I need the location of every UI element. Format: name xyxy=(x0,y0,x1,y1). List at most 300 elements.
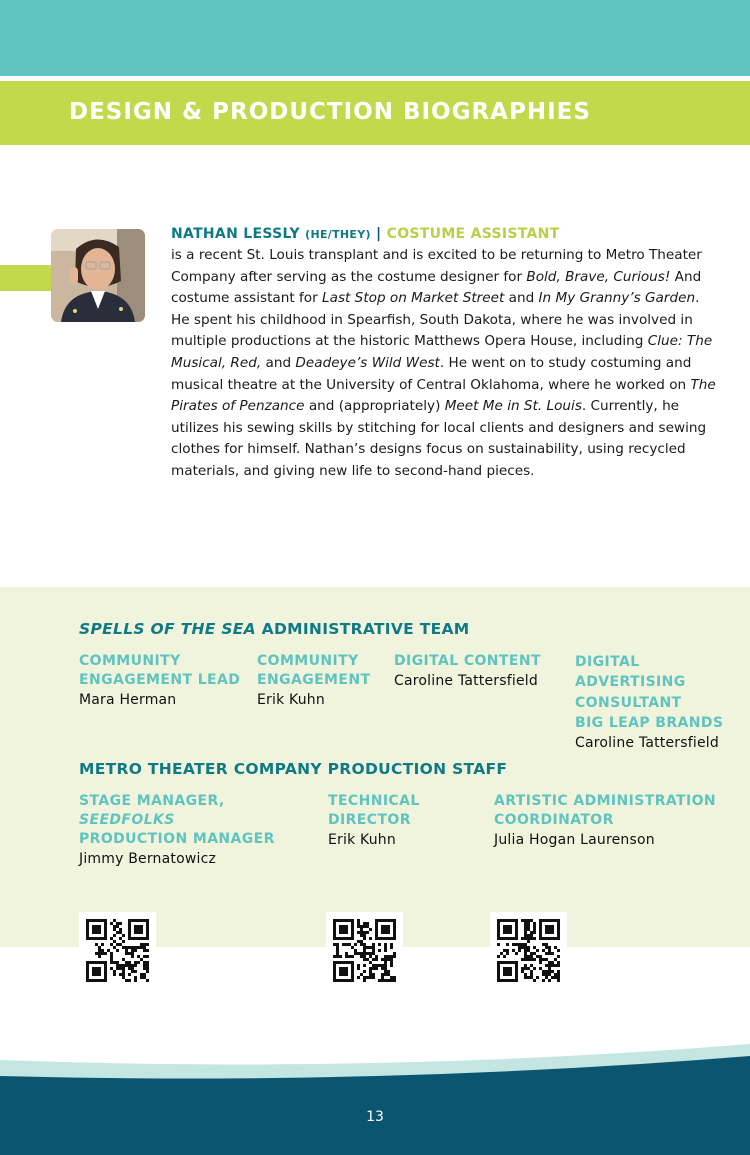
qr-module xyxy=(533,952,536,955)
qr-module xyxy=(387,979,390,982)
qr-module xyxy=(369,976,372,979)
qr-module xyxy=(530,973,533,976)
qr-module xyxy=(122,940,125,943)
qr-module xyxy=(533,937,536,940)
qr-module xyxy=(527,934,530,937)
qr-module xyxy=(116,931,119,934)
qr-module xyxy=(104,952,107,955)
qr-module xyxy=(548,952,551,955)
qr-module xyxy=(524,952,527,955)
staff-member-technical-director xyxy=(328,792,420,851)
bio-text-part: and xyxy=(261,354,296,371)
qr-module xyxy=(497,955,500,958)
qr-module xyxy=(122,970,125,973)
qr-module xyxy=(113,946,116,949)
qr-module xyxy=(387,958,390,961)
bio-heading xyxy=(171,224,716,245)
qr-module xyxy=(539,961,542,964)
qr-module xyxy=(357,925,360,928)
qr-module xyxy=(527,919,530,922)
qr-module xyxy=(125,946,128,949)
title-band xyxy=(0,81,750,145)
bio-title-italic: Meet Me in St. Louis xyxy=(444,398,582,415)
qr-module xyxy=(503,949,506,952)
qr-module xyxy=(119,928,122,931)
qr-module xyxy=(554,973,557,976)
qr-module xyxy=(140,958,143,961)
bio-text-part: . He went on to study costuming and musical theatre at the University of Central Oklahoma, where he worked on xyxy=(171,354,692,393)
qr-module xyxy=(110,955,113,958)
qr-module xyxy=(119,937,122,940)
role-label: PRODUCTION MANAGER xyxy=(79,831,275,847)
qr-module xyxy=(384,973,387,976)
bio-text-part: and xyxy=(504,290,539,307)
qr-module xyxy=(545,964,548,967)
qr-module xyxy=(134,976,137,979)
role-label: DIRECTOR xyxy=(328,812,411,828)
qr-module xyxy=(521,943,524,946)
admin-member-community-engagement-lead xyxy=(79,652,240,711)
qr-module xyxy=(557,979,560,982)
qr-module xyxy=(390,961,393,964)
qr-module xyxy=(557,970,560,973)
qr-module xyxy=(524,931,527,934)
qr-module xyxy=(542,970,545,973)
qr-module xyxy=(512,943,515,946)
qr-module xyxy=(363,925,366,928)
qr-module xyxy=(539,967,542,970)
qr-module xyxy=(521,919,524,922)
qr-module xyxy=(339,925,348,934)
qr-module xyxy=(137,955,140,958)
qr-module xyxy=(363,952,366,955)
qr-module xyxy=(518,946,521,949)
qr-module xyxy=(119,973,122,976)
qr-module xyxy=(548,967,551,970)
qr-module xyxy=(128,964,131,967)
qr-module xyxy=(524,964,527,967)
qr-module xyxy=(545,946,548,949)
qr-module xyxy=(98,952,101,955)
qr-module xyxy=(557,973,560,976)
bio-text xyxy=(171,245,716,483)
qr-module xyxy=(524,949,527,952)
qr-module xyxy=(113,970,116,973)
qr-module xyxy=(125,961,128,964)
qr-module xyxy=(119,964,122,967)
staff-member-stage-manager xyxy=(79,792,275,870)
qr-module xyxy=(372,964,375,967)
qr-module xyxy=(536,949,539,952)
qr-module xyxy=(366,952,369,955)
qr-module xyxy=(369,928,372,931)
qr-module xyxy=(119,967,122,970)
qr-module xyxy=(128,946,131,949)
qr-module xyxy=(134,925,143,934)
qr-module xyxy=(333,943,336,946)
qr-module xyxy=(107,949,110,952)
qr-module xyxy=(128,979,131,982)
qr-module xyxy=(98,955,101,958)
admin-team-title xyxy=(79,620,470,638)
qr-module xyxy=(146,979,149,982)
role-label: ARTISTIC ADMINISTRATION xyxy=(494,793,716,809)
qr-module xyxy=(116,922,119,925)
qr-module xyxy=(557,976,560,979)
qr-module xyxy=(384,943,387,946)
qr-module xyxy=(524,937,527,940)
qr-module xyxy=(363,934,366,937)
qr-module xyxy=(363,976,366,979)
qr-module xyxy=(131,952,134,955)
qr-code-icon xyxy=(333,919,396,982)
qr-module xyxy=(378,943,381,946)
qr-module xyxy=(363,922,366,925)
qr-module xyxy=(530,970,533,973)
qr-module xyxy=(146,964,149,967)
qr-module xyxy=(333,955,336,958)
qr-module xyxy=(336,955,339,958)
qr-module xyxy=(524,928,527,931)
bio-text-part: And costume assistant for xyxy=(171,268,702,307)
qr-module xyxy=(348,943,351,946)
qr-module xyxy=(360,955,363,958)
qr-module xyxy=(369,946,372,949)
qr-module xyxy=(113,961,116,964)
qr-module xyxy=(113,940,116,943)
qr-module xyxy=(533,946,536,949)
qr-module xyxy=(146,970,149,973)
qr-module xyxy=(101,949,104,952)
qr-module xyxy=(524,919,527,922)
qr-module xyxy=(375,958,378,961)
qr-module xyxy=(533,928,536,931)
qr-code-1[interactable] xyxy=(79,912,156,988)
bio-title-italic: Bold, Brave, Curious! xyxy=(526,268,671,285)
qr-module xyxy=(143,976,146,979)
qr-module xyxy=(545,925,554,934)
qr-module xyxy=(110,943,113,946)
qr-module xyxy=(551,952,554,955)
qr-module xyxy=(387,955,390,958)
qr-module xyxy=(557,961,560,964)
qr-module xyxy=(137,961,140,964)
qr-module xyxy=(372,973,375,976)
qr-module xyxy=(140,943,143,946)
qr-module xyxy=(375,967,378,970)
role-label: COORDINATOR xyxy=(494,812,614,828)
qr-module xyxy=(366,925,369,928)
production-staff-title: METRO THEATER COMPANY PRODUCTION STAFF xyxy=(79,760,508,778)
qr-module xyxy=(518,949,521,952)
qr-module xyxy=(137,946,140,949)
bio-pronouns: (HE/THEY) xyxy=(305,228,371,241)
qr-module xyxy=(360,952,363,955)
qr-module xyxy=(119,931,122,934)
qr-module xyxy=(134,949,137,952)
qr-module xyxy=(378,979,381,982)
qr-module xyxy=(134,961,137,964)
qr-module xyxy=(372,949,375,952)
staff-name: Caroline Tattersfield xyxy=(575,735,719,752)
qr-module xyxy=(527,940,530,943)
qr-module xyxy=(384,946,387,949)
qr-module xyxy=(372,943,375,946)
qr-module xyxy=(360,934,363,937)
qr-module xyxy=(122,946,125,949)
qr-module xyxy=(360,943,363,946)
qr-module xyxy=(554,964,557,967)
qr-module xyxy=(524,973,527,976)
qr-module xyxy=(548,979,551,982)
staff-name: Julia Hogan Laurenson xyxy=(494,832,655,848)
qr-module xyxy=(518,943,521,946)
qr-module xyxy=(357,952,360,955)
qr-module xyxy=(551,964,554,967)
qr-module xyxy=(390,976,393,979)
bio-title-italic: Deadeye’s Wild West xyxy=(295,354,440,371)
qr-module xyxy=(372,958,375,961)
qr-module xyxy=(387,973,390,976)
qr-module xyxy=(533,979,536,982)
qr-module xyxy=(345,943,348,946)
qr-module xyxy=(530,958,533,961)
qr-module xyxy=(551,976,554,979)
qr-module xyxy=(527,949,530,952)
qr-module xyxy=(128,961,131,964)
qr-module xyxy=(524,958,527,961)
bio-role: COSTUME ASSISTANT xyxy=(386,226,560,242)
qr-module xyxy=(113,973,116,976)
qr-module xyxy=(143,955,146,958)
qr-module xyxy=(533,922,536,925)
qr-module xyxy=(131,967,134,970)
qr-module xyxy=(110,958,113,961)
qr-module xyxy=(134,970,137,973)
qr-module xyxy=(95,952,98,955)
qr-module xyxy=(360,931,363,934)
qr-module xyxy=(122,934,125,937)
qr-module xyxy=(548,973,551,976)
qr-module xyxy=(336,949,339,952)
qr-module xyxy=(125,964,128,967)
qr-module xyxy=(545,952,548,955)
bio-separator: | xyxy=(376,226,382,242)
qr-module xyxy=(360,928,363,931)
qr-module xyxy=(521,970,524,973)
qr-module xyxy=(140,973,143,976)
qr-module xyxy=(336,952,339,955)
admin-member-digital-advertising xyxy=(575,652,723,754)
qr-module xyxy=(357,922,360,925)
bio-text-part: . Currently, he utilizes his sewing skills by stitching for local clients and designers and sewing clothes for himself. Nathan’s designs focus on sustainability, using recycled materials, and giving new life to second-hand pieces. xyxy=(171,398,707,479)
qr-module xyxy=(530,955,533,958)
bio-name: NATHAN LESSLY xyxy=(171,226,300,242)
role-label: DIGITAL xyxy=(575,654,640,670)
qr-module xyxy=(363,937,366,940)
qr-module xyxy=(369,973,372,976)
bio-block xyxy=(171,224,716,483)
qr-module xyxy=(530,934,533,937)
qr-module xyxy=(366,922,369,925)
qr-module xyxy=(527,937,530,940)
qr-module xyxy=(113,928,116,931)
qr-module xyxy=(336,946,339,949)
admin-team-title-rest: ADMINISTRATIVE TEAM xyxy=(255,620,470,638)
qr-module xyxy=(122,964,125,967)
qr-module xyxy=(530,952,533,955)
qr-module xyxy=(342,943,345,946)
qr-module xyxy=(125,949,128,952)
role-label: STAGE MANAGER, xyxy=(79,793,225,809)
qr-module xyxy=(384,964,387,967)
admin-member-digital-content xyxy=(394,652,541,692)
qr-module xyxy=(381,976,384,979)
staff-member-artistic-admin xyxy=(494,792,716,851)
bio-text-part: and (appropriately) xyxy=(304,398,445,415)
qr-module xyxy=(548,970,551,973)
qr-module xyxy=(545,970,548,973)
qr-module xyxy=(116,967,119,970)
qr-module xyxy=(512,949,515,952)
role-label: ENGAGEMENT LEAD xyxy=(79,672,241,688)
qr-module xyxy=(390,964,393,967)
qr-module xyxy=(357,940,360,943)
qr-module xyxy=(545,958,548,961)
qr-module xyxy=(134,946,137,949)
qr-module xyxy=(536,955,539,958)
qr-module xyxy=(134,964,137,967)
qr-module xyxy=(557,955,560,958)
qr-module xyxy=(554,958,557,961)
qr-module xyxy=(336,943,339,946)
qr-module xyxy=(113,919,116,922)
qr-module xyxy=(363,958,366,961)
qr-module xyxy=(116,925,119,928)
qr-module xyxy=(378,949,381,952)
qr-module xyxy=(369,970,372,973)
qr-module xyxy=(110,937,113,940)
qr-module xyxy=(354,943,357,946)
qr-module xyxy=(101,943,104,946)
role-label: COMMUNITY xyxy=(79,653,181,669)
qr-module xyxy=(116,949,119,952)
qr-module xyxy=(393,952,396,955)
qr-module xyxy=(533,967,536,970)
qr-module xyxy=(381,925,390,934)
qr-module xyxy=(393,955,396,958)
qr-module xyxy=(545,976,548,979)
qr-module xyxy=(339,967,348,976)
qr-module xyxy=(527,958,530,961)
bio-title-italic: In My Granny’s Garden xyxy=(538,290,696,307)
qr-module xyxy=(545,973,548,976)
qr-code-2[interactable] xyxy=(326,912,403,988)
qr-module xyxy=(357,919,360,922)
qr-module xyxy=(381,958,384,961)
qr-module xyxy=(339,955,342,958)
qr-module xyxy=(390,979,393,982)
bio-text-part: is a recent St. Louis transplant and is excited to be returning to Metro Theater Company after serving as the costume designer for xyxy=(171,247,702,285)
qr-module xyxy=(131,955,134,958)
qr-module xyxy=(524,943,527,946)
qr-module xyxy=(122,976,125,979)
qr-module xyxy=(551,970,554,973)
qr-module xyxy=(143,946,146,949)
qr-module xyxy=(393,979,396,982)
left-accent-bar xyxy=(0,265,52,291)
qr-module xyxy=(384,967,387,970)
admin-member-community-engagement xyxy=(257,652,370,711)
role-label: TECHNICAL xyxy=(328,793,420,809)
qr-module xyxy=(119,943,122,946)
qr-module xyxy=(366,958,369,961)
qr-module xyxy=(363,964,366,967)
qr-module xyxy=(140,946,143,949)
qr-module xyxy=(548,964,551,967)
staff-name: Caroline Tattersfield xyxy=(394,673,538,689)
bio-text-part: . He spent his childhood in Spearfish, South Dakota, where he was involved in multiple productions at the historic Matthews Opera House, including xyxy=(171,290,700,350)
qr-module xyxy=(536,976,539,979)
qr-module xyxy=(131,946,134,949)
qr-module xyxy=(524,955,527,958)
qr-module xyxy=(530,931,533,934)
qr-module xyxy=(384,970,387,973)
qr-module xyxy=(503,955,506,958)
qr-module xyxy=(143,967,146,970)
qr-module xyxy=(357,976,360,979)
qr-module xyxy=(95,943,98,946)
qr-module xyxy=(351,946,354,949)
qr-module xyxy=(131,970,134,973)
qr-module xyxy=(125,979,128,982)
qr-module xyxy=(369,952,372,955)
qr-module xyxy=(542,979,545,982)
qr-module xyxy=(357,931,360,934)
qr-module xyxy=(125,952,128,955)
qr-module xyxy=(548,961,551,964)
qr-module xyxy=(360,940,363,943)
qr-module xyxy=(92,967,101,976)
qr-module xyxy=(143,961,146,964)
qr-module xyxy=(524,934,527,937)
qr-module xyxy=(146,943,149,946)
qr-module xyxy=(363,955,366,958)
qr-module xyxy=(542,973,545,976)
headshot-photo xyxy=(51,229,145,322)
qr-module xyxy=(527,976,530,979)
qr-module xyxy=(503,925,512,934)
qr-module xyxy=(146,961,149,964)
qr-module xyxy=(354,949,357,952)
qr-module xyxy=(527,928,530,931)
bio-title-italic: Last Stop on Market Street xyxy=(322,290,505,307)
qr-module xyxy=(357,964,360,967)
footer-wave xyxy=(0,1040,750,1155)
qr-module xyxy=(551,961,554,964)
qr-module xyxy=(530,964,533,967)
qr-module xyxy=(503,967,512,976)
qr-module xyxy=(533,931,536,934)
qr-module xyxy=(497,943,500,946)
qr-code-3[interactable] xyxy=(490,912,567,988)
qr-module xyxy=(113,925,116,928)
qr-module xyxy=(372,976,375,979)
qr-module xyxy=(345,952,348,955)
bio-title-italic: The Pirates of Penzance xyxy=(171,376,716,415)
qr-module xyxy=(131,964,134,967)
qr-module xyxy=(146,955,149,958)
